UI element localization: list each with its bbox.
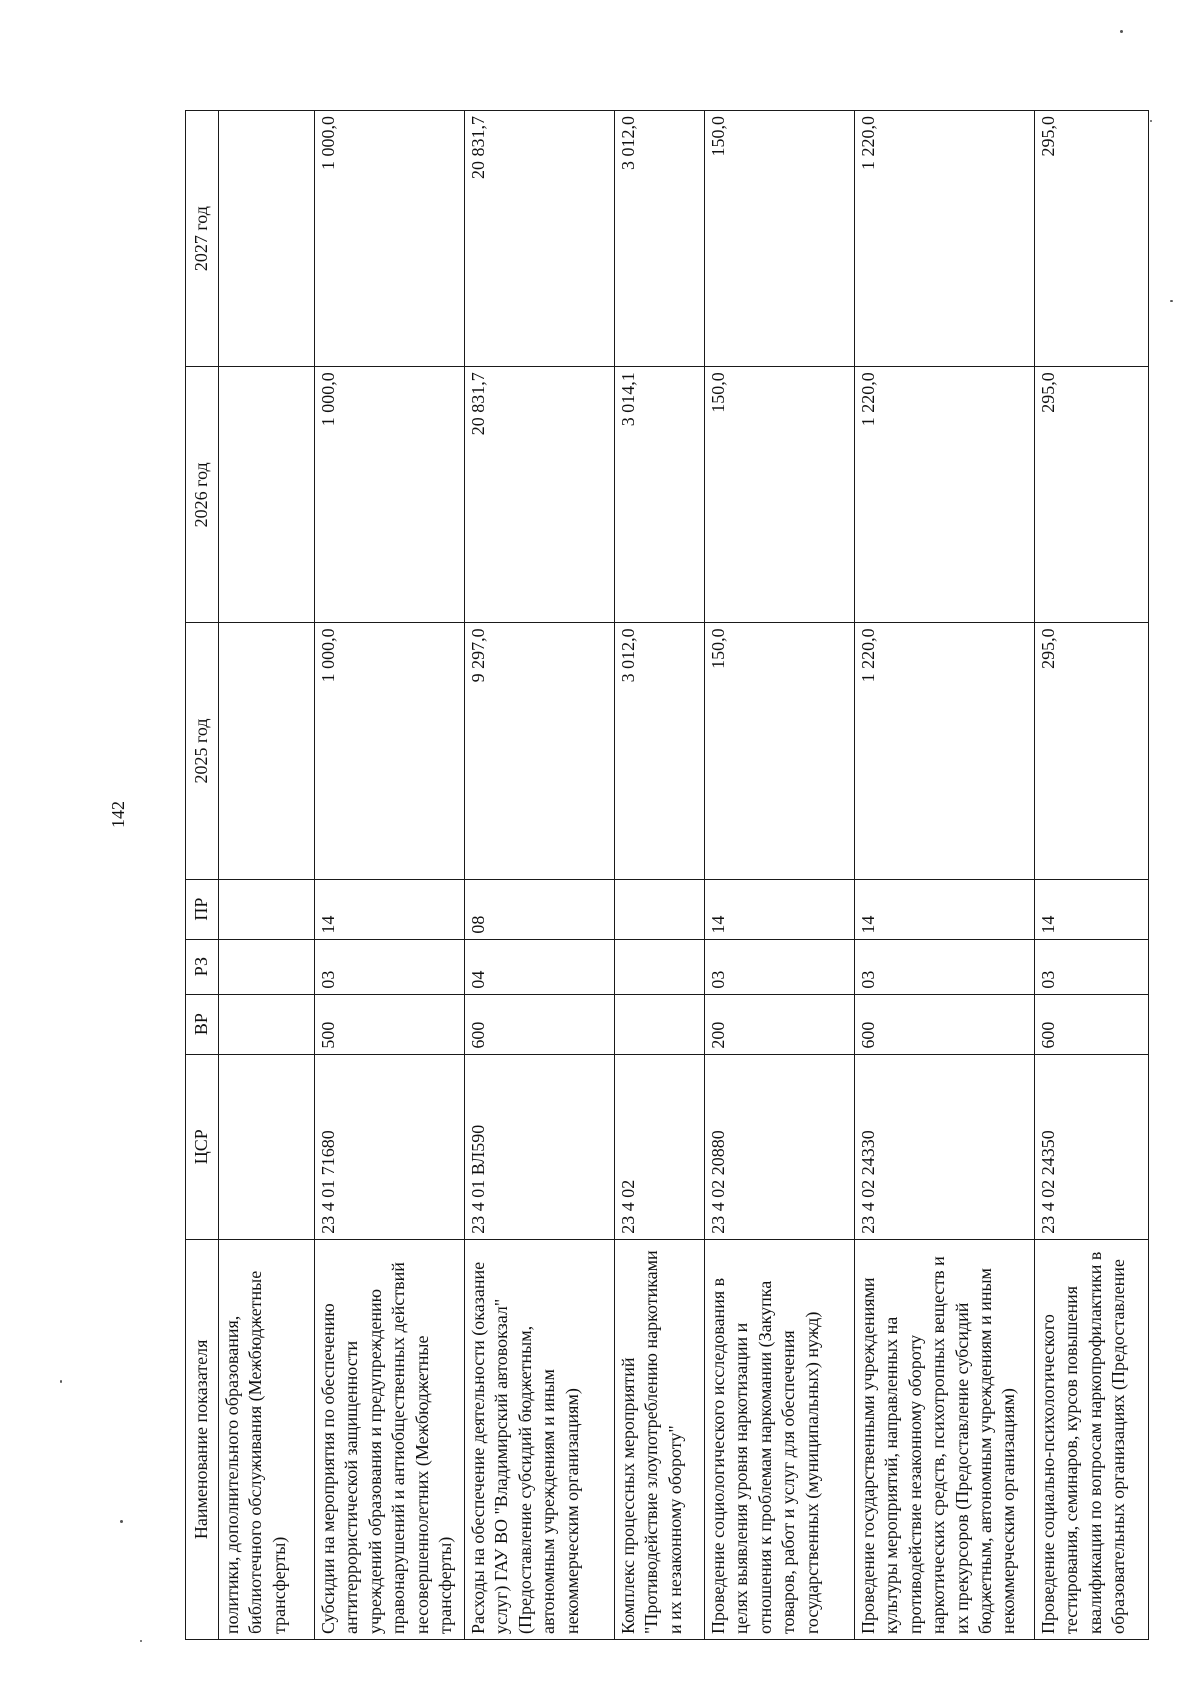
cell-csr: 23 4 02 24330 <box>855 1054 1035 1239</box>
cell-2025: 3 012,0 <box>615 623 705 879</box>
table-row <box>315 111 465 1640</box>
cell-rz: 03 <box>1035 939 1149 994</box>
cell-pr: 08 <box>465 879 615 939</box>
cell-name: Проведение социально-психологического тестирования, семинаров, курсов повышения квалификации по вопросам наркопрофилактики в образовательных организациях (Предоставление <box>1035 1239 1149 1639</box>
cell-vr: 600 <box>855 994 1035 1054</box>
cell-pr: 14 <box>315 879 465 939</box>
table-row <box>1035 111 1149 1640</box>
cell-pr <box>615 879 705 939</box>
cell-name: политики, дополнительного образования, библиотечного обслуживания (Межбюджетные трансферты) <box>219 1239 315 1639</box>
header-name: Наименование показателя <box>186 1239 219 1639</box>
cell-name: Проведение социологического исследования в целях выявления уровня наркотизации и отношения к проблемам наркомании (Закупка товаров, работ и услуг для обеспечения государственных (муниципальных) нужд) <box>705 1239 855 1639</box>
cell-name: Субсидии на мероприятия по обеспечению антитеррористической защищенности учреждений образования и предупреждению правонарушений и антиобщественных действий несовершеннолетних (Межбюджетные трансферты) <box>315 1239 465 1639</box>
scan-speck <box>1120 30 1123 33</box>
cell-vr: 500 <box>315 994 465 1054</box>
cell-pr: 14 <box>705 879 855 939</box>
cell-2026: 295,0 <box>1035 367 1149 623</box>
page-number: 142 <box>108 801 128 828</box>
header-row <box>186 111 219 1640</box>
cell-rz <box>615 939 705 994</box>
cell-name: Проведение государственными учреждениями культуры мероприятий, направленных на противодействие незаконному обороту наркотических средств, психотропных веществ и их прекурсоров (Предоставление субсидий бюджетным, автономным учреждениям и иным некоммерческим организациям) <box>855 1239 1035 1639</box>
cell-rz: 03 <box>855 939 1035 994</box>
cell-name: Комплекс процессных мероприятий "Противодействие злоупотреблению наркотиками и их незаконному обороту" <box>615 1239 705 1639</box>
table-header <box>186 111 219 1640</box>
cell-2026: 1 000,0 <box>315 367 465 623</box>
cell-2026: 1 220,0 <box>855 367 1035 623</box>
cell-vr <box>615 994 705 1054</box>
cell-vr <box>219 994 315 1054</box>
budget-table-sheet <box>185 110 1145 1640</box>
table-row <box>855 111 1035 1640</box>
scan-speck <box>1170 300 1173 302</box>
scan-speck <box>1150 120 1152 122</box>
table-row <box>465 111 615 1640</box>
cell-csr: 23 4 01 71680 <box>315 1054 465 1239</box>
cell-2025: 150,0 <box>705 623 855 879</box>
cell-rz <box>219 939 315 994</box>
header-pr: ПР <box>186 879 219 939</box>
cell-2027 <box>219 111 315 367</box>
cell-csr: 23 4 02 20880 <box>705 1054 855 1239</box>
cell-vr: 200 <box>705 994 855 1054</box>
cell-csr <box>219 1054 315 1239</box>
scan-speck <box>120 1520 123 1523</box>
header-2025: 2025 год <box>186 623 219 879</box>
header-vr: ВР <box>186 994 219 1054</box>
cell-2025 <box>219 623 315 879</box>
header-2026: 2026 год <box>186 367 219 623</box>
cell-vr: 600 <box>1035 994 1149 1054</box>
cell-name: Расходы на обеспечение деятельности (оказание услуг) ГАУ ВО "Владимирский автовокзал" (Предоставление субсидий бюджетным, автономным учреждениям и иным некоммерческим организациям) <box>465 1239 615 1639</box>
cell-rz: 03 <box>315 939 465 994</box>
cell-csr: 23 4 02 24350 <box>1035 1054 1149 1239</box>
scan-speck <box>140 1640 142 1642</box>
cell-2027: 3 012,0 <box>615 111 705 367</box>
cell-2027: 20 831,7 <box>465 111 615 367</box>
table-row <box>219 111 315 1640</box>
cell-csr: 23 4 01 ВЛ590 <box>465 1054 615 1239</box>
scan-speck <box>60 1380 62 1383</box>
cell-2026: 150,0 <box>705 367 855 623</box>
table-row <box>705 111 855 1640</box>
header-csr: ЦСР <box>186 1054 219 1239</box>
cell-2026: 20 831,7 <box>465 367 615 623</box>
cell-csr: 23 4 02 <box>615 1054 705 1239</box>
cell-2025: 9 297,0 <box>465 623 615 879</box>
cell-rz: 04 <box>465 939 615 994</box>
header-rz: РЗ <box>186 939 219 994</box>
table-body <box>219 111 1149 1640</box>
cell-pr: 14 <box>1035 879 1149 939</box>
cell-pr: 14 <box>855 879 1035 939</box>
header-2027: 2027 год <box>186 111 219 367</box>
cell-2027: 1 000,0 <box>315 111 465 367</box>
cell-2026 <box>219 367 315 623</box>
cell-2025: 1 220,0 <box>855 623 1035 879</box>
cell-rz: 03 <box>705 939 855 994</box>
cell-2027: 150,0 <box>705 111 855 367</box>
cell-pr <box>219 879 315 939</box>
cell-2026: 3 014,1 <box>615 367 705 623</box>
table-row <box>615 111 705 1640</box>
budget-table <box>185 110 1149 1640</box>
cell-2025: 1 000,0 <box>315 623 465 879</box>
cell-2025: 295,0 <box>1035 623 1149 879</box>
cell-vr: 600 <box>465 994 615 1054</box>
cell-2027: 1 220,0 <box>855 111 1035 367</box>
cell-2027: 295,0 <box>1035 111 1149 367</box>
